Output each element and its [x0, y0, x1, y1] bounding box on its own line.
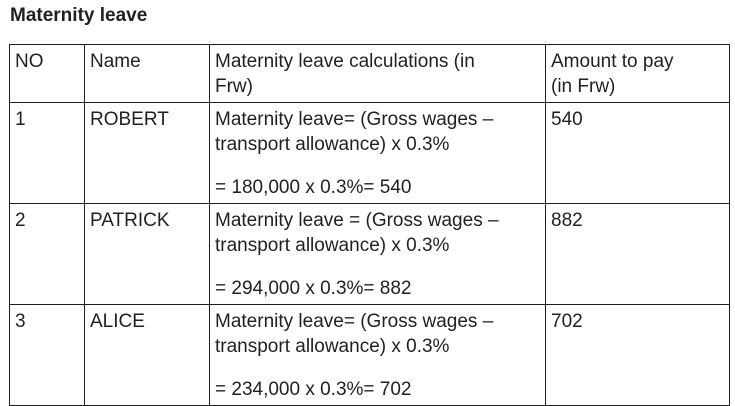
- calculation-result: = 234,000 x 0.3%= 702: [215, 379, 412, 400]
- maternity-leave-table: [9, 44, 730, 406]
- calculation-cell: [210, 204, 546, 305]
- header-amount-line2: (in Frw): [551, 76, 616, 97]
- header-name: Name: [85, 45, 210, 103]
- amount-to-pay: 702: [546, 305, 730, 406]
- header-amount-line1: Amount to pay: [551, 51, 674, 72]
- employee-name: ROBERT: [85, 103, 210, 204]
- table-row: [10, 204, 730, 305]
- calculation-formula-line1: Maternity leave = (Gross wages –: [215, 210, 499, 231]
- row-number: 2: [10, 204, 85, 305]
- row-number: 3: [10, 305, 85, 406]
- section-title: Maternity leave: [10, 5, 148, 26]
- calculation-result: = 180,000 x 0.3%= 540: [215, 177, 412, 198]
- header-calculations-line1: Maternity leave calculations (in: [215, 51, 475, 72]
- calculation-formula-line2: transport allowance) x 0.3%: [215, 235, 450, 256]
- calculation-cell: [210, 305, 546, 406]
- header-no: NO: [10, 45, 85, 103]
- amount-to-pay: 882: [546, 204, 730, 305]
- row-number: 1: [10, 103, 85, 204]
- table-row: [10, 305, 730, 406]
- calculation-cell: [210, 103, 546, 204]
- header-calculations-line2: Frw): [215, 76, 253, 97]
- calculation-result: = 294,000 x 0.3%= 882: [215, 278, 412, 299]
- amount-to-pay: 540: [546, 103, 730, 204]
- calculation-formula-line1: Maternity leave= (Gross wages –: [215, 311, 494, 332]
- employee-name: PATRICK: [85, 204, 210, 305]
- calculation-formula-line2: transport allowance) x 0.3%: [215, 336, 450, 357]
- table-header-row: [10, 45, 730, 103]
- table-row: [10, 103, 730, 204]
- calculation-formula-line1: Maternity leave= (Gross wages –: [215, 109, 494, 130]
- calculation-formula-line2: transport allowance) x 0.3%: [215, 134, 450, 155]
- employee-name: ALICE: [85, 305, 210, 406]
- header-amount: [546, 45, 730, 103]
- header-calculations: [210, 45, 546, 103]
